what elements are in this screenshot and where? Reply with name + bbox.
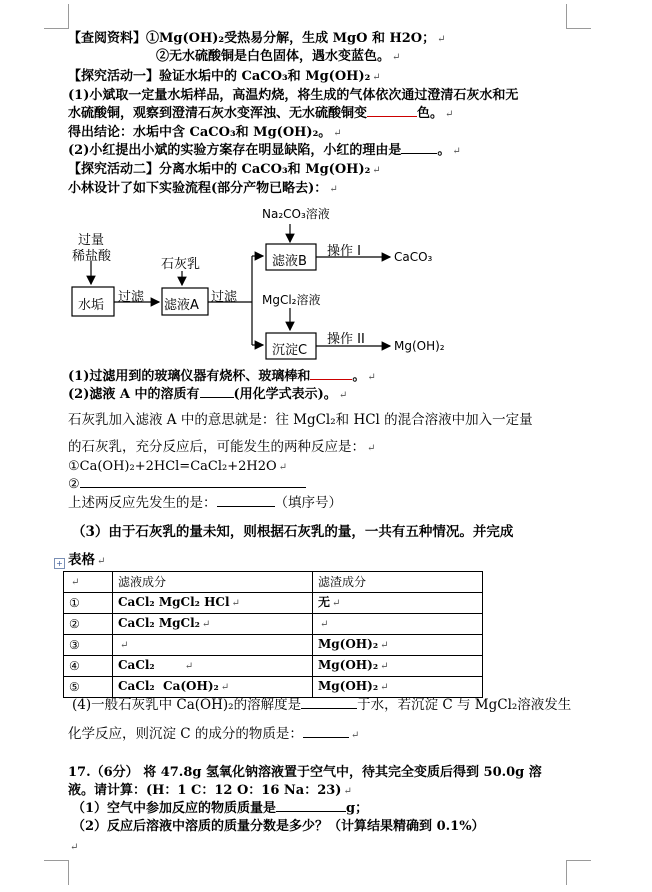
question-1-text-a: (1)小斌取一定量水垢样品，高温灼烧，将生成的气体依次通过澄清石灰水和无 [68,88,519,103]
first-reaction-question: 上述两反应先发生的是： [68,495,217,511]
paragraph-mark-icon: ↵ [120,640,129,651]
lime-explain-1: 石灰乳加入滤液 A 中的意思就是：往 MgCl₂和 HCl 的混合溶液中加入一定量 [68,412,533,428]
paragraph-mark-icon: ↵ [332,598,341,609]
reference-line-1 [68,30,446,48]
table-header-cell [64,572,113,593]
question-17-line-b [68,782,352,800]
conclusion-line [68,124,342,142]
label-na2co3: Na₂CO₃溶液 [262,207,330,221]
table-cell-filtrate[interactable] [113,656,313,677]
table-cell-residue-text: 无 [318,595,331,609]
paragraph-mark-icon: ↵ [201,619,211,630]
first-reaction-line [68,495,342,512]
question-3-text-a: （3）由于石灰乳的量未知，则根据石灰乳的量，一共有五种情况。并完成 [72,524,514,540]
filter-question-2: (2)滤液 A 中的溶质有 [68,387,200,402]
reference-point-1: ①Mg(OH)₂受热易分解，生成 MgO 和 H2O； [146,31,436,46]
activity-one-tag: 【探究活动一】 [68,69,160,84]
table-cell-residue[interactable] [313,656,483,677]
table-cell-index: ⑤ [64,677,113,698]
table-row [64,656,483,677]
crop-mark-bottom-right [566,860,591,885]
label-mgoh2: Mg(OH)₂ [394,339,445,353]
question-1-text-b: 水硫酸铜，观察到澄清石灰水变浑浊、无水硫酸铜变 [68,106,368,121]
question-4-line-b [68,726,359,744]
question-2-text: (2)小红提出小斌的实验方案存在明显缺陷，小红的理由是 [68,143,402,158]
filter-question-1: (1)过滤用到的玻璃仪器有烧杯、玻璃棒和 [68,369,311,384]
table-cell-index: ④ [64,656,113,677]
paragraph-mark-icon: ↵ [437,34,446,45]
table-cell-filtrate[interactable] [113,614,313,635]
question-2-end: 。 [437,143,451,158]
label-op-2: 操作 II [327,332,365,347]
table-header-row [64,572,483,593]
question-1-text-b-end: 色。 [417,106,444,121]
activity-two-intro-line [68,180,338,198]
results-table [63,571,483,698]
paragraph-mark-icon: ↵ [338,390,348,401]
question-17-line-d [72,818,485,835]
paragraph-mark-icon: ↵ [445,109,454,120]
table-cell-index: ② [64,614,113,635]
table-cell-residue[interactable] [313,614,483,635]
table-cell-filtrate[interactable] [113,677,313,698]
paragraph-mark-icon: ↵ [320,619,329,630]
paragraph-mark-icon: ↵ [333,128,342,139]
reference-tag: 【查阅资料】 [68,31,147,46]
crop-mark-top-left [44,4,69,29]
table-cell-filtrate[interactable] [113,593,313,614]
paragraph-mark-icon: ↵ [184,661,194,672]
answer-blank-color[interactable] [367,105,417,117]
table-cell-filtrate[interactable] [113,635,313,656]
trailing-paragraph [68,838,78,856]
filter-question-1-end: 。 [352,369,366,384]
reaction-2-label: ② [68,477,80,492]
filter-question-2-end: (用化学式表示)。 [233,387,337,402]
question-17-line-c [72,800,368,817]
question-1-line-b [68,105,453,123]
table-cell-residue-text: Mg(OH)₂ [318,679,379,693]
paragraph-mark-icon: ↵ [97,556,106,567]
reference-point-2: ②无水硫酸铜是白色固体，遇水变蓝色。 [156,49,391,64]
table-move-handle-icon[interactable]: + [54,558,65,569]
activity-two-title: 分离水垢中的 CaCO₃和 Mg(OH)₂ [159,162,371,177]
paragraph-mark-icon: ↵ [220,682,230,693]
table-header-cell: 滤液成分 [113,572,313,593]
table-row [64,614,483,635]
question-17-line-a [68,764,542,781]
reaction-2-line [68,476,306,493]
conclusion-text: 得出结论：水垢中含 CaCO₃和 Mg(OH)₂。 [68,125,332,140]
label-mgcl2-solution: MgCl₂溶液 [262,293,321,307]
paragraph-mark-icon: ↵ [380,682,389,693]
label-filter-1: 过滤 [118,290,145,305]
paragraph-mark-icon: ↵ [372,72,381,83]
table-cell-filtrate-text: CaCl₂ MgCl₂ [118,616,200,630]
question-3-text-b: 表格 [68,552,95,568]
label-excess: 过量 [78,233,105,248]
answer-blank-solute[interactable] [200,386,234,398]
label-dilute-hcl: 稀盐酸 [72,249,112,264]
label-scale: 水垢 [78,298,105,313]
reference-line-2 [156,48,400,66]
label-precip-c: 沉淀C [272,343,308,358]
question-4-text-b: 化学反应，则沉淀 C 的成分的物质是： [68,726,303,742]
lime-explain-2: 的石灰乳，充分反应后，可能发生的两种反应是： [68,439,365,455]
question-4-text-a-end: 于水，若沉淀 C 与 MgCl₂溶液发生 [357,697,572,713]
table-row [64,593,483,614]
first-reaction-end: （填序号） [274,495,342,511]
question-3-line-a [72,524,513,541]
table-row [64,635,483,656]
paragraph-mark-icon: ↵ [231,598,240,609]
filter-question-1-line [68,368,376,386]
question-17-text-d: （2）反应后溶液中溶质的质量分数是多少？（计算结果精确到 0.1%） [72,819,485,834]
table-cell-residue-text: Mg(OH)₂ [318,658,379,672]
activity-one-heading [68,68,381,86]
label-filter-2: 过滤 [211,290,238,305]
paragraph-mark-icon: ↵ [367,372,376,383]
table-cell-index: ① [64,593,113,614]
paragraph-mark-icon: ↵ [392,52,401,63]
crop-mark-top-right [566,4,591,29]
table-cell-filtrate-text: CaCl₂ MgCl₂ HCl [118,595,230,609]
answer-blank-reason[interactable] [401,142,437,154]
question-17-text-c-end: g； [346,801,369,816]
table-cell-filtrate-text: CaCl₂ [118,658,155,672]
table-cell-residue[interactable] [313,593,483,614]
activity-one-title: 验证水垢中的 CaCO₃和 Mg(OH)₂ [159,69,371,84]
reaction-1-line [68,458,287,476]
answer-blank-precipitate[interactable] [303,726,349,738]
paragraph-mark-icon: ↵ [329,184,338,195]
answer-blank-mass[interactable] [276,800,346,812]
table-header-cell: 滤渣成分 [313,572,483,593]
question-17-text-c: （1）空气中参加反应的物质质量是 [72,801,277,816]
question-4-text-a: (4)一般石灰乳中 Ca(OH)₂的溶解度是 [72,697,302,713]
label-filtrate-a: 滤液A [164,298,199,313]
activity-two-tag: 【探究活动二】 [68,162,160,177]
label-lime-milk: 石灰乳 [161,257,201,272]
table-row [64,677,483,698]
question-17-text-b: 液。请计算：(H：1 C：12 O：16 Na：23) [68,783,342,798]
table-cell-residue[interactable] [313,635,483,656]
question-2-line [68,142,461,160]
question-4-line-a [72,697,571,714]
label-filtrate-b: 滤液B [272,254,307,269]
label-caco3: CaCO₃ [394,250,433,264]
table-cell-residue[interactable] [313,677,483,698]
paragraph-mark-icon: ↵ [71,577,80,588]
question-17-text-a: 17.（6分） 将 47.8g 氢氧化钠溶液置于空气中，待其完全变质后得到 50.0g 溶 [68,765,542,780]
question-3-line-b [68,552,105,570]
table-cell-residue-text: Mg(OH)₂ [318,637,379,651]
lime-explain-line-2 [68,439,375,457]
paragraph-mark-icon: ↵ [380,640,389,651]
answer-blank-reaction-2[interactable] [80,476,306,488]
answer-blank-glassware[interactable] [310,368,352,380]
table-cell-index: ③ [64,635,113,656]
paragraph-mark-icon: ↵ [380,661,389,672]
paragraph-mark-icon: ↵ [452,146,461,157]
reaction-1: ①Ca(OH)₂+2HCl=CaCl₂+2H2O [68,459,277,474]
paragraph-mark-icon: ↵ [70,842,79,853]
paragraph-mark-icon: ↵ [278,462,288,473]
activity-two-intro: 小林设计了如下实验流程(部分产物已略去)： [68,181,328,196]
paragraph-mark-icon: ↵ [372,165,381,176]
paragraph-mark-icon: ↵ [343,786,352,797]
activity-two-heading [68,161,381,179]
crop-mark-bottom-left [44,860,69,885]
answer-blank-solubility[interactable] [301,697,357,709]
lime-explain-line-1 [68,412,533,429]
answer-blank-first-reaction[interactable] [217,495,275,507]
table-cell-filtrate-text: CaCl₂ Ca(OH)₂ [118,679,219,693]
paragraph-mark-icon: ↵ [367,443,376,454]
question-1-line-a [68,87,518,104]
label-op-1: 操作 I [327,244,361,259]
paragraph-mark-icon: ↵ [350,730,360,741]
filter-question-2-line [68,386,347,404]
